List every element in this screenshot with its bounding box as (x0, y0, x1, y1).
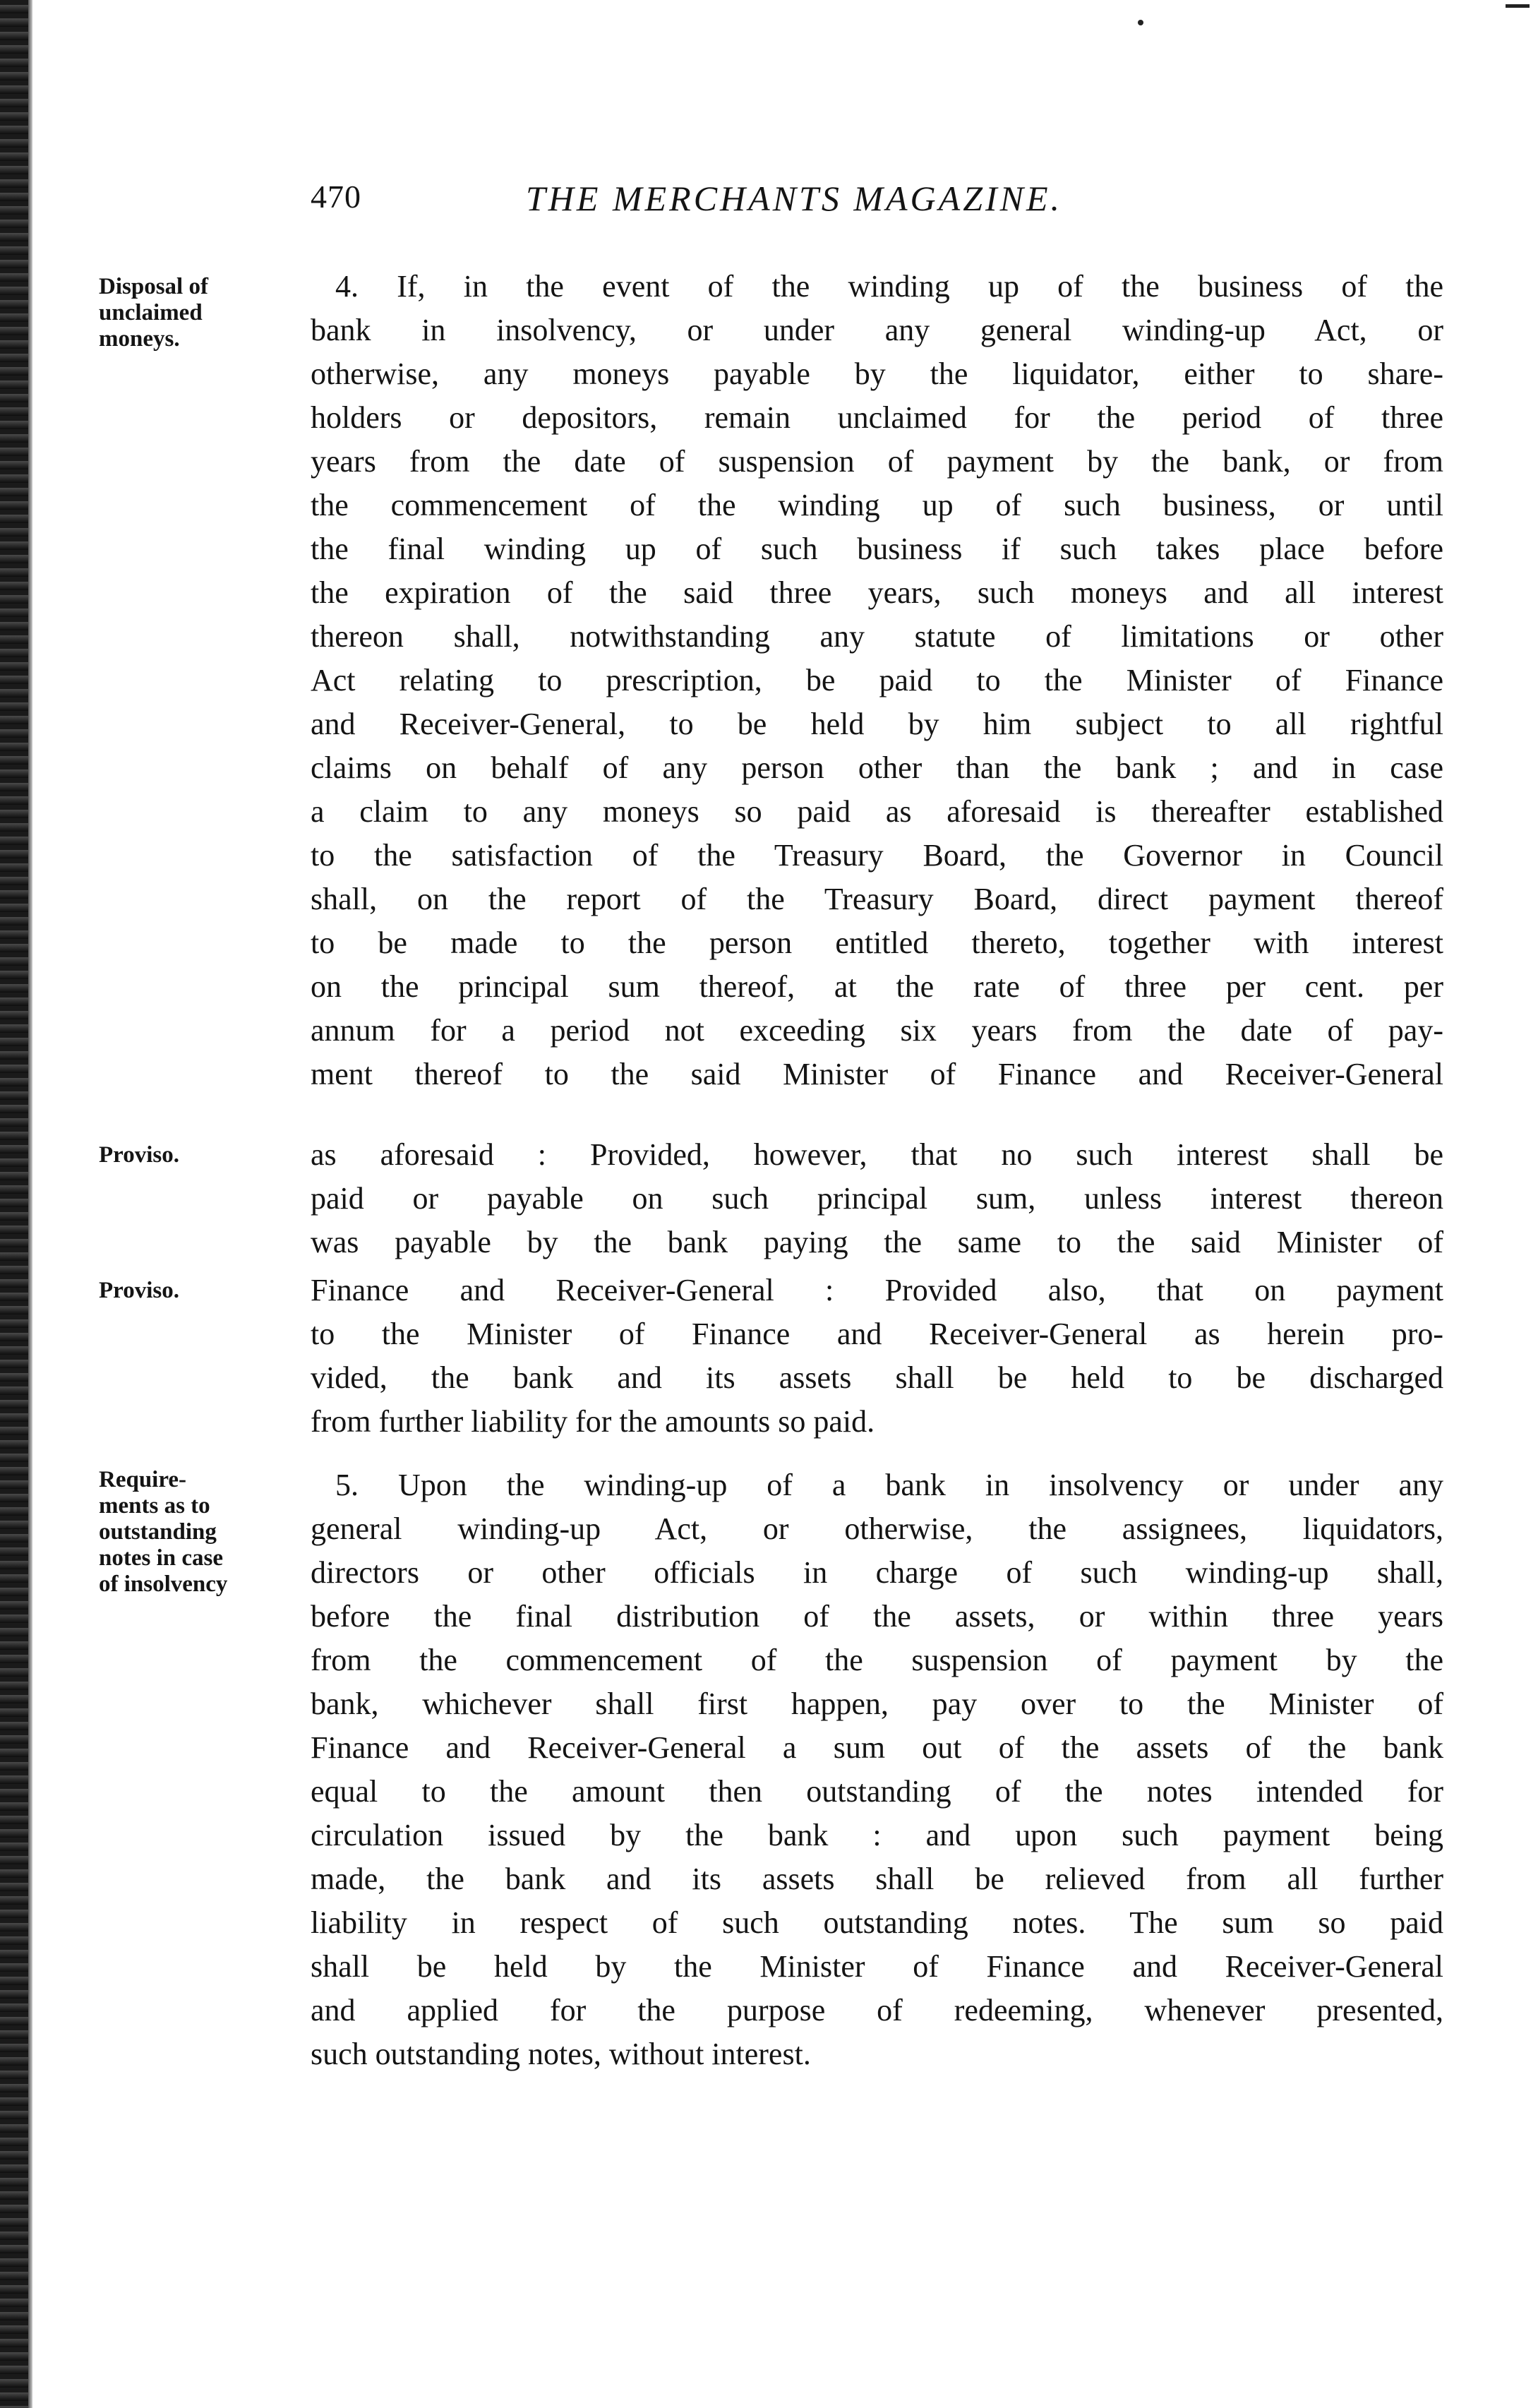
margin-note-line: notes in case (99, 1545, 223, 1571)
body-line: made, the bank and its assets shall be relieved from all further (311, 1862, 1443, 1896)
body-line: and Receiver-General, to be held by him subject to all rightful (311, 707, 1443, 741)
body-line: the final winding up of such business if such takes place before (311, 532, 1443, 566)
body-line: a claim to any moneys so paid as aforesaid is thereafter established (311, 794, 1443, 829)
body-line: directors or other officials in charge of such winding-up shall, (311, 1555, 1443, 1590)
body-line: such outstanding notes, without interest. (311, 2037, 811, 2071)
margin-note-line: Require- (99, 1467, 187, 1492)
margin-note-proviso-2 (99, 1278, 302, 1304)
body-line: before the final distribution of the assets, or within three years (311, 1599, 1443, 1634)
book-spine-shadow (0, 0, 30, 2408)
body-line: on the principal sum thereof, at the rate of three per cent. per (311, 969, 1443, 1004)
body-line: and applied for the purpose of redeeming, whenever presented, (311, 1993, 1443, 2027)
body-line: equal to the amount then outstanding of the notes intended for (311, 1774, 1443, 1809)
margin-note-proviso-1 (99, 1142, 302, 1168)
body-line: claims on behalf of any person other than the bank ; and in case (311, 750, 1443, 785)
margin-note-line: Proviso. (99, 1278, 179, 1303)
margin-note-line: Proviso. (99, 1142, 179, 1168)
body-line: circulation issued by the bank : and upon such payment being (311, 1818, 1443, 1852)
body-line: to be made to the person entitled thereto, together with interest (311, 926, 1443, 960)
body-line: from further liability for the amounts so paid. (311, 1404, 875, 1439)
body-line: ment thereof to the said Minister of Finance and Receiver-General (311, 1057, 1443, 1091)
body-line: from the commencement of the suspension of payment by the (311, 1643, 1443, 1677)
body-line: the expiration of the said three years, such moneys and all interest (311, 575, 1443, 610)
body-line: bank in insolvency, or under any general winding-up Act, or (311, 313, 1443, 347)
body-line: 4. If, in the event of the winding up of the business of the (335, 269, 1443, 304)
body-line: vided, the bank and its assets shall be held to be discharged (311, 1360, 1443, 1395)
margin-note-line: Disposal of (99, 274, 208, 299)
margin-note-disposal (99, 274, 302, 352)
body-line: holders or depositors, remain unclaimed for the period of three (311, 400, 1443, 435)
page-gutter-edge (28, 0, 32, 2408)
scan-speck (1138, 20, 1143, 25)
body-line: bank, whichever shall first happen, pay over to the Minister of (311, 1687, 1443, 1721)
body-line: annum for a period not exceeding six years from the date of pay- (311, 1013, 1443, 1048)
margin-note-line: outstanding (99, 1519, 217, 1545)
body-line: to the satisfaction of the Treasury Board, the Governor in Council (311, 838, 1443, 873)
margin-note-line: ments as to (99, 1493, 210, 1519)
body-line: thereon shall, notwithstanding any statute of limitations or other (311, 619, 1443, 654)
body-line: general winding-up Act, or otherwise, the assignees, liquidators, (311, 1511, 1443, 1546)
running-title: THE MERCHANTS MAGAZINE. (526, 179, 1063, 218)
body-line: Finance and Receiver-General a sum out of the assets of the bank (311, 1730, 1443, 1765)
body-line: liability in respect of such outstanding notes. The sum so paid (311, 1905, 1443, 1940)
body-line: Finance and Receiver-General : Provided also, that on payment (311, 1273, 1443, 1307)
body-line: was payable by the bank paying the same to the said Minister of (311, 1225, 1443, 1259)
body-line: Act relating to prescription, be paid to the Minister of Finance (311, 663, 1443, 697)
body-line: otherwise, any moneys payable by the liquidator, either to share- (311, 357, 1443, 391)
body-line: paid or payable on such principal sum, unless interest thereon (311, 1181, 1443, 1216)
margin-note-requirements (99, 1467, 302, 1598)
body-line: 5. Upon the winding-up of a bank in insolvency or under any (335, 1468, 1443, 1502)
margin-note-line: moneys. (99, 326, 180, 352)
page-number: 470 (311, 179, 361, 215)
body-line: years from the date of suspension of payment by the bank, or from (311, 444, 1443, 479)
body-line: the commencement of the winding up of such business, or until (311, 488, 1443, 522)
scan-corner-mark (1506, 4, 1530, 8)
page-header (311, 178, 1440, 227)
body-line: to the Minister of Finance and Receiver-General as herein pro- (311, 1317, 1443, 1351)
margin-note-line: unclaimed (99, 300, 203, 325)
body-line: as aforesaid : Provided, however, that no such interest shall be (311, 1137, 1443, 1172)
body-line: shall, on the report of the Treasury Board, direct payment thereof (311, 882, 1443, 916)
margin-note-line: of insolvency (99, 1571, 228, 1597)
body-line: shall be held by the Minister of Finance and Receiver-General (311, 1949, 1443, 1984)
